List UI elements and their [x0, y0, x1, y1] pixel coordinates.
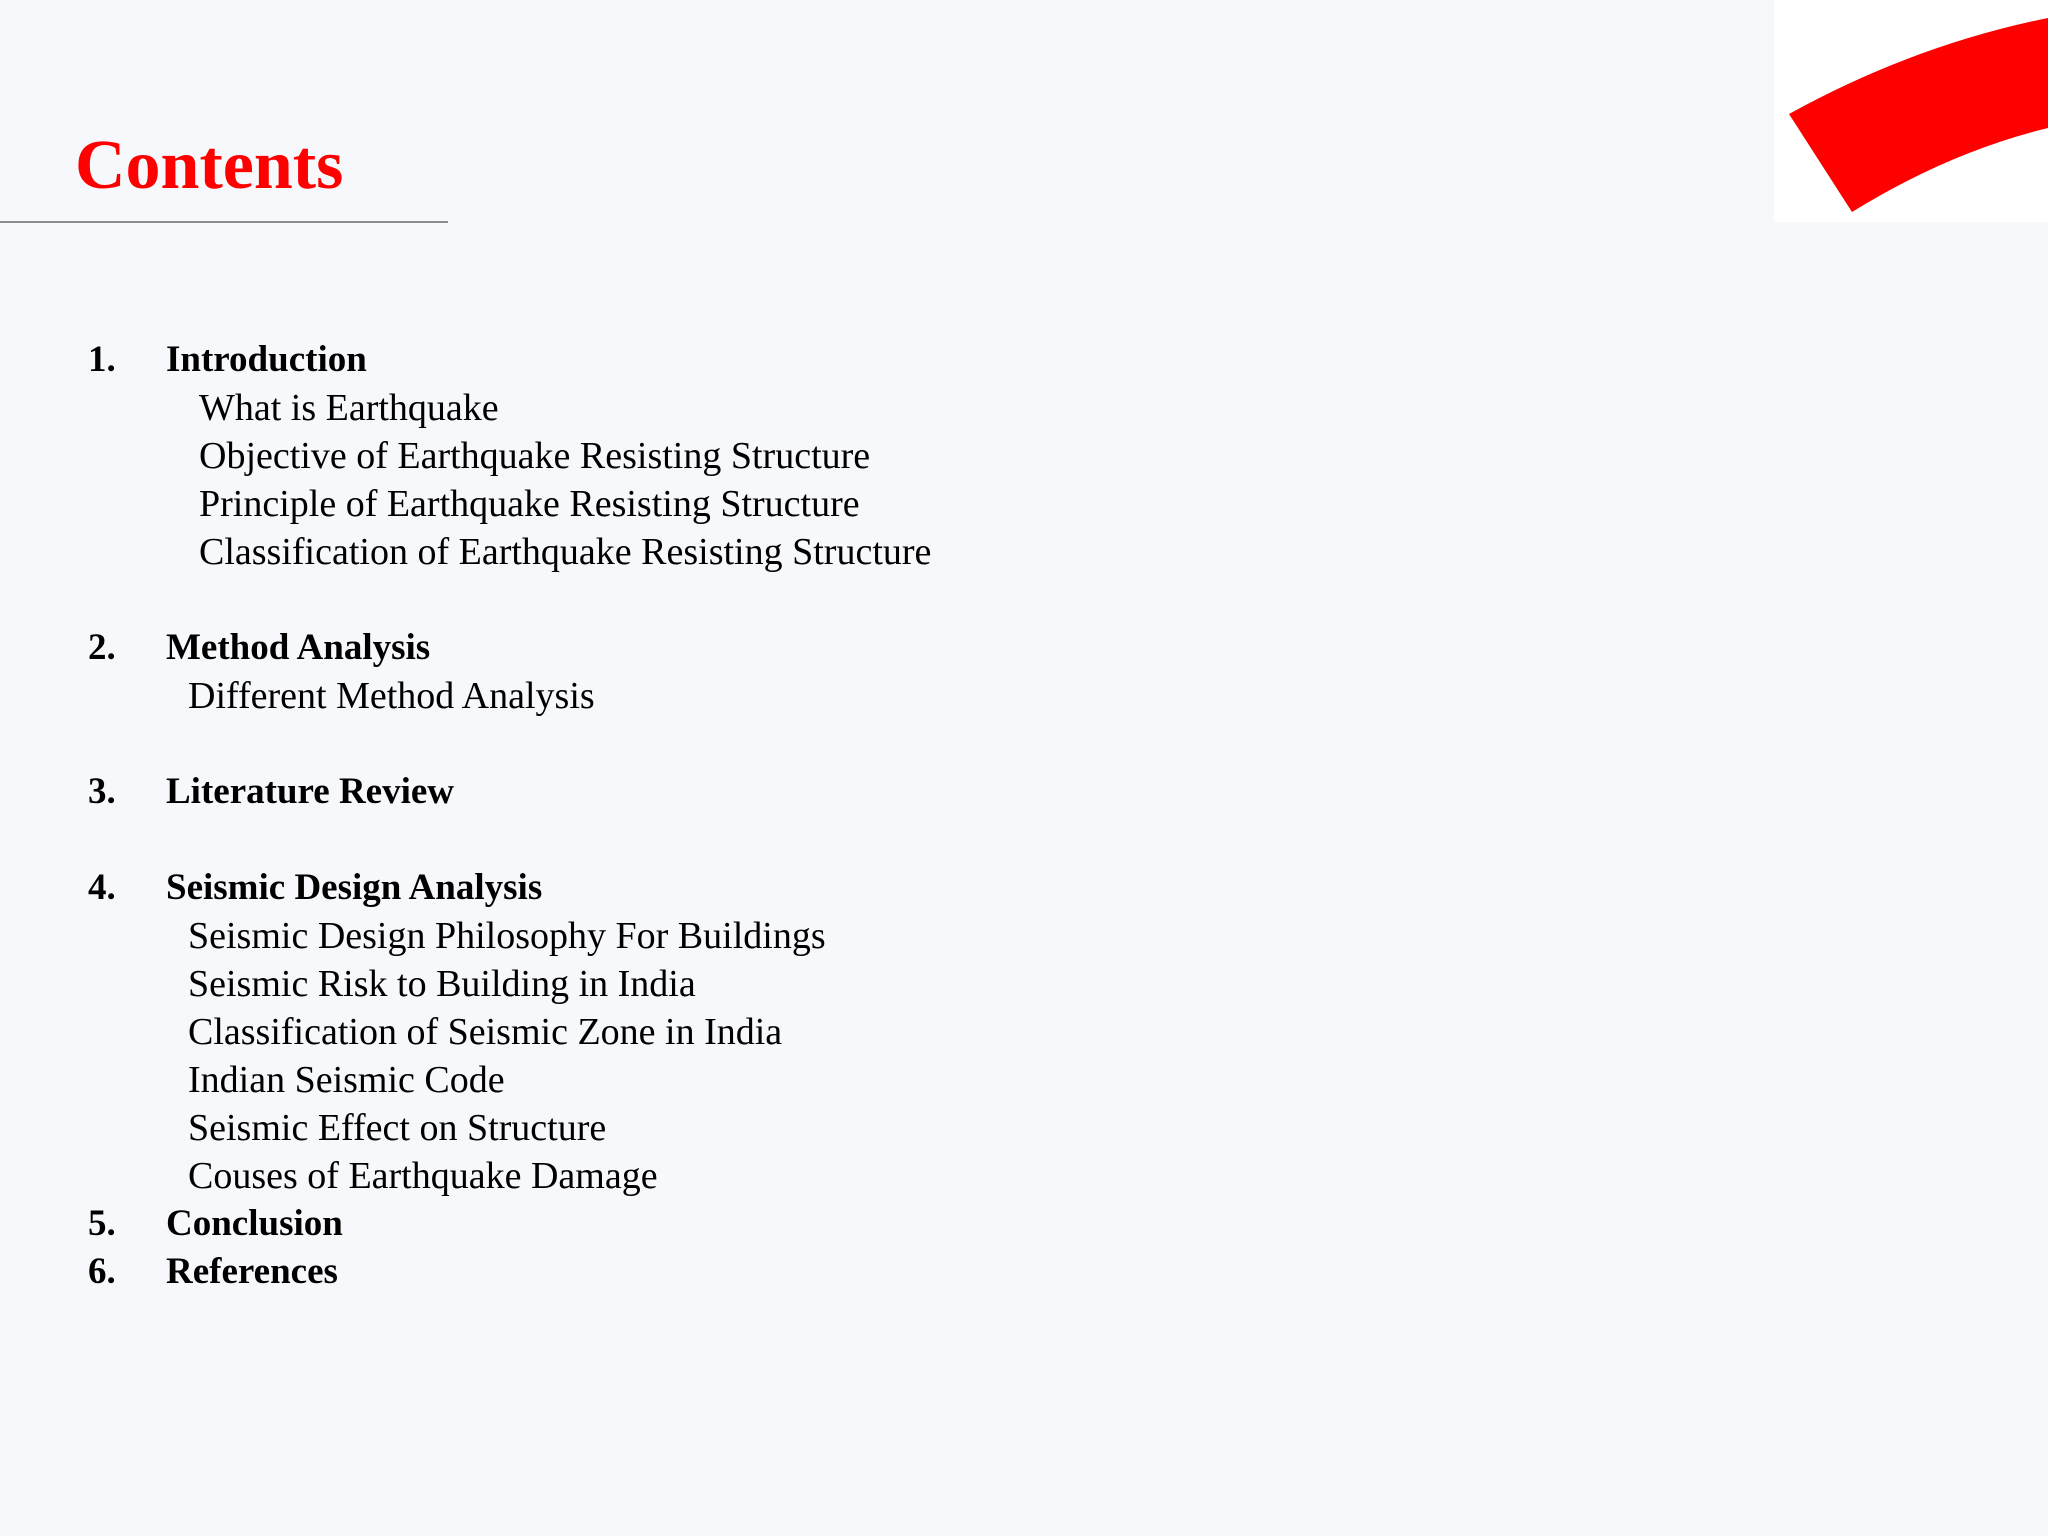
- section-title: Introduction: [166, 339, 367, 380]
- red-swoosh-icon: [1774, 0, 2048, 222]
- contents-section: [88, 624, 931, 720]
- section-number: 1.: [88, 339, 116, 380]
- section-number: 3.: [88, 771, 116, 812]
- section-heading: [88, 1200, 931, 1248]
- subtopic-item: Seismic Design Philosophy For Buildings: [188, 915, 826, 957]
- corner-decoration: [1774, 0, 2048, 222]
- subtopic-item: Couses of Earthquake Damage: [188, 1155, 658, 1197]
- contents-section: [88, 768, 931, 816]
- subtopic-item: Principle of Earthquake Resisting Structure: [199, 483, 860, 525]
- contents-section: [88, 336, 931, 576]
- section-heading: [88, 624, 931, 672]
- section-number: 5.: [88, 1203, 116, 1244]
- contents-section: [88, 1248, 931, 1296]
- slide-title: Contents: [75, 127, 344, 204]
- subtopic-list: [88, 672, 931, 720]
- section-title: References: [166, 1251, 338, 1292]
- contents-list: [88, 336, 931, 1296]
- subtopic-item: Objective of Earthquake Resisting Structure: [199, 435, 871, 477]
- subtopic-item: Classification of Earthquake Resisting Structure: [199, 531, 932, 573]
- section-heading: [88, 336, 931, 384]
- section-heading: [88, 1248, 931, 1296]
- subtopic-item: Different Method Analysis: [188, 675, 595, 717]
- subtopic-item: What is Earthquake: [199, 387, 499, 429]
- contents-section: [88, 864, 931, 1200]
- section-title: Literature Review: [166, 771, 455, 812]
- subtopic-item: Seismic Risk to Building in India: [188, 963, 696, 1005]
- subtopic-item: Seismic Effect on Structure: [188, 1107, 607, 1149]
- contents-section: [88, 1200, 931, 1248]
- section-number: 2.: [88, 627, 116, 668]
- section-number: 6.: [88, 1251, 116, 1292]
- subtopic-item: Classification of Seismic Zone in India: [188, 1011, 783, 1053]
- section-title: Method Analysis: [166, 627, 431, 668]
- subtopic-list: [88, 384, 931, 576]
- section-title: Conclusion: [166, 1203, 343, 1244]
- section-title: Seismic Design Analysis: [166, 867, 543, 908]
- section-number: 4.: [88, 867, 116, 908]
- subtopic-item: Indian Seismic Code: [188, 1059, 505, 1101]
- section-heading: [88, 768, 931, 816]
- subtopic-list: [88, 912, 931, 1200]
- section-heading: [88, 864, 931, 912]
- title-divider: [0, 221, 448, 223]
